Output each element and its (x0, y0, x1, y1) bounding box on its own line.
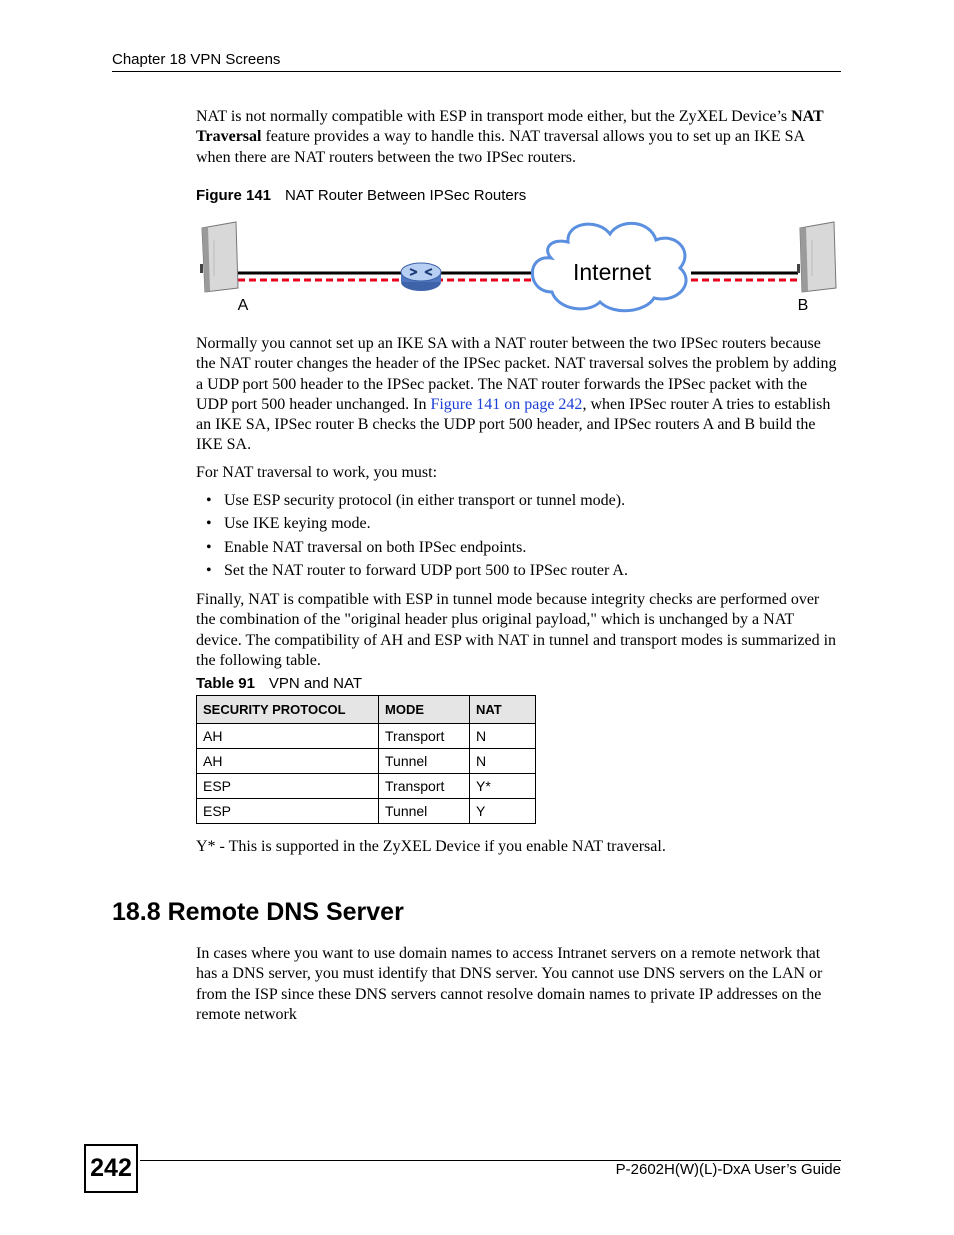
col-nat: NAT (470, 696, 536, 724)
para2-pre: Normally you cannot set up an IKE SA with a NAT router between the two IPSec routers because the NAT router changes the header of the IPSec packet. NAT traversal solves the problem by adding a UDP port 500 header to the IPSec packet. The NAT router forwards the IPSec packet with the UDP port 500 header unchanged. In (196, 335, 837, 413)
cloud-label: Internet (573, 259, 651, 285)
cell-nat: Y* (470, 774, 536, 799)
compatibility-paragraph: Finally, NAT is compatible with ESP in tunnel mode because integrity checks are performed over the combination of the "original header plus original payload," which is unchanged by a NAT device. The compatibility of AH and ESP with NAT in tunnel and transport modes is summarized in the following table. (196, 591, 837, 669)
cell-nat: N (470, 749, 536, 774)
cell-nat: N (470, 724, 536, 749)
label-b: B (797, 297, 809, 314)
figure-label: Figure 141 (196, 187, 272, 204)
figure-caption (196, 187, 526, 204)
cell-mode: Transport (379, 724, 470, 749)
remote-dns-paragraph: In cases where you want to use domain names to access Intranet servers on a remote network that has a DNS server, you must identify that DNS server. You cannot use DNS servers on the LAN or from the ISP since these DNS servers cannot resolve domain names to private IP addresses on the remote network (196, 945, 823, 1023)
table-row (197, 799, 536, 824)
ipsec-router-b-icon (797, 222, 836, 292)
cell-mode: Tunnel (379, 749, 470, 774)
intro-pre: NAT is not normally compatible with ESP in transport mode either, but the ZyXEL Device’s (196, 108, 792, 125)
table-row (197, 724, 536, 749)
cell-protocol: ESP (197, 774, 379, 799)
chapter-header: Chapter 18 VPN Screens (112, 51, 281, 68)
col-mode: MODE (379, 696, 470, 724)
table-title: VPN and NAT (268, 675, 363, 692)
cell-mode: Tunnel (379, 799, 470, 824)
cell-nat: Y (470, 799, 536, 824)
header-rule (112, 71, 841, 72)
col-security-protocol: SECURITY PROTOCOL (197, 696, 379, 724)
figure-title: NAT Router Between IPSec Routers (285, 187, 527, 204)
list-item: • Use IKE keying mode. (196, 514, 628, 537)
page-number: 242 (84, 1144, 138, 1193)
table-label: Table 91 (196, 675, 255, 692)
table-row (197, 749, 536, 774)
nat-router-icon (401, 263, 441, 291)
cell-protocol: AH (197, 724, 379, 749)
list-item: • Set the NAT router to forward UDP port 500 to IPSec router A. (196, 561, 628, 584)
requirements-intro: For NAT traversal to work, you must: (196, 464, 438, 481)
table-caption (196, 675, 362, 692)
intro-bold: NAT Traversal (196, 108, 824, 146)
intro-paragraph (196, 107, 841, 168)
para2-post: , when IPSec router A tries to establish an IKE SA, IPSec router B checks the UDP port 500 header, and IPSec routers A and B build the IKE SA. (196, 395, 831, 454)
cell-protocol: ESP (197, 799, 379, 824)
cell-mode: Transport (379, 774, 470, 799)
requirements-list (196, 491, 628, 584)
nat-diagram-svg (196, 214, 841, 324)
nat-traversal-paragraph (196, 334, 841, 456)
list-item: • Enable NAT traversal on both IPSec endpoints. (196, 538, 628, 561)
ipsec-router-a-icon (200, 222, 238, 292)
table-note: Y* - This is supported in the ZyXEL Device if you enable NAT traversal. (196, 838, 666, 855)
cell-protocol: AH (197, 749, 379, 774)
vpn-nat-table (196, 695, 536, 824)
guide-title: P-2602H(W)(L)-DxA User’s Guide (615, 1161, 841, 1178)
figure-141-link[interactable]: Figure 141 on page 242 (430, 395, 583, 413)
section-title: 18.8 Remote DNS Server (112, 898, 404, 926)
list-item: • Use ESP security protocol (in either transport or tunnel mode). (196, 491, 628, 514)
nat-diagram (196, 214, 841, 324)
table-row (197, 774, 536, 799)
label-a: A (237, 297, 249, 314)
intro-post: feature provides a way to handle this. NAT traversal allows you to set up an IKE SA when there are NAT routers between the two IPSec routers. (196, 128, 805, 166)
table-header-row (197, 696, 536, 724)
